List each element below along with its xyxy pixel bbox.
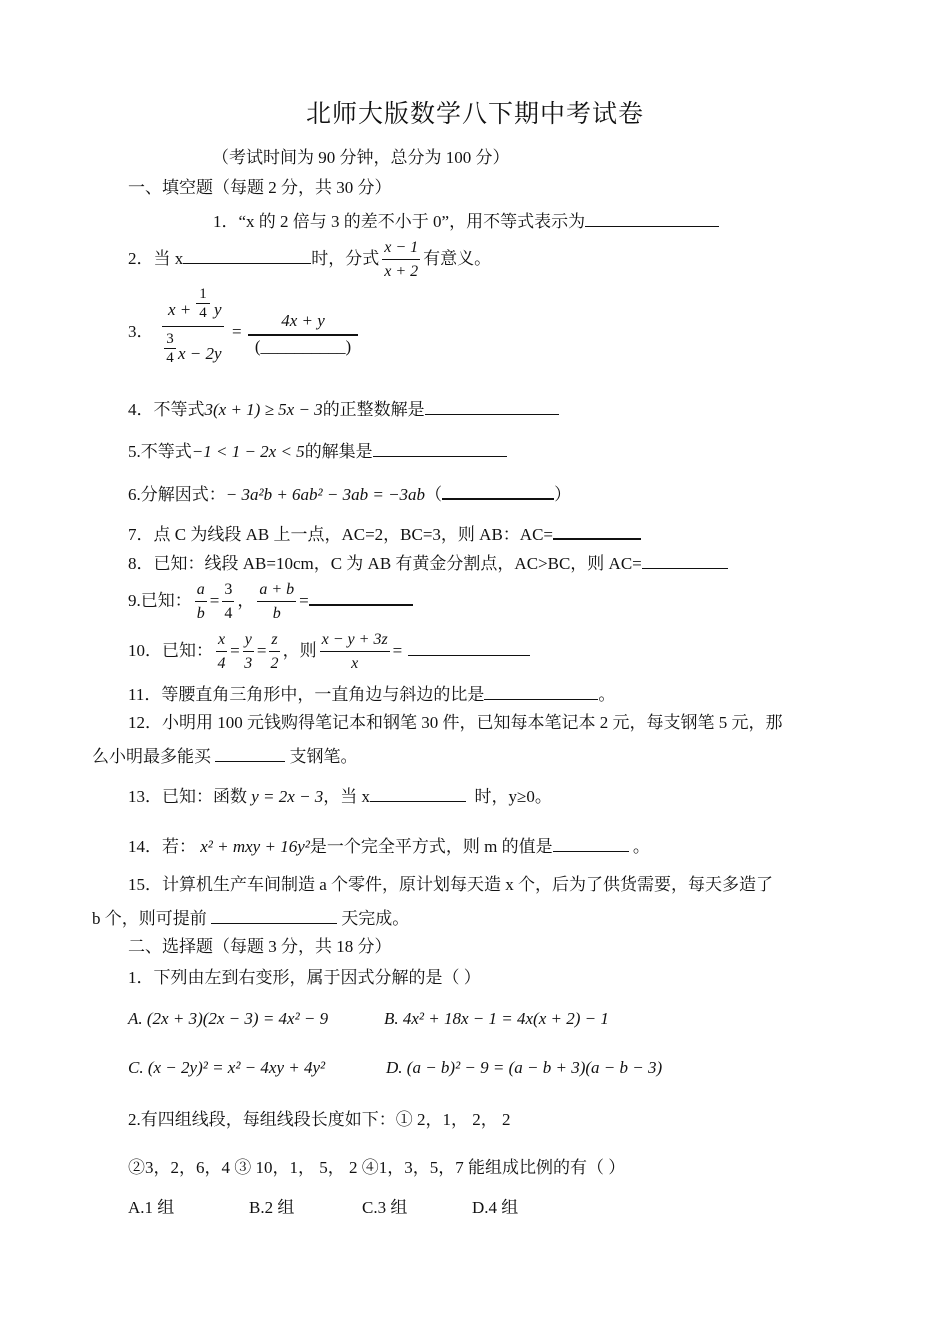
question-1-2 (128, 236, 491, 282)
fraction (382, 239, 420, 281)
math-expression: y = 2x − 3 (251, 787, 324, 806)
answer-blank[interactable] (484, 682, 598, 700)
bracket: ） (554, 485, 572, 504)
fraction-numerator: z (269, 631, 279, 652)
math-expression: x² + mxy + 16y² (200, 837, 310, 856)
answer-blank[interactable] (553, 521, 641, 540)
question-text: ，当 x (323, 787, 371, 806)
question-text: 的解集是 (304, 442, 373, 461)
small-fraction (164, 331, 176, 367)
fraction-denominator[interactable]: (__________) (254, 337, 352, 356)
answer-blank[interactable] (585, 209, 719, 227)
fraction-numerator: 3 (222, 581, 234, 602)
option-b[interactable]: B. 4x² + 18x − 1 = 4x(x + 2) − 1 (384, 1009, 609, 1028)
answer-blank[interactable] (442, 481, 554, 500)
answer-blank[interactable] (642, 551, 728, 569)
fraction (243, 631, 254, 673)
question-text: 8．已知：线段 AB=10cm，C 为 AB 有黄金分割点，AC>BC，则 AC= (128, 554, 642, 573)
equals-sign: = (209, 591, 220, 610)
fraction (195, 581, 207, 623)
answer-blank[interactable] (183, 246, 311, 264)
question-1-13 (128, 784, 552, 807)
section1-heading: 一、填空题（每题 2 分，共 30 分） (128, 178, 392, 197)
comma: ， (237, 591, 255, 610)
fraction-numerator: x (216, 631, 227, 652)
fraction-denominator: b (196, 605, 205, 623)
fraction (257, 581, 296, 623)
question-text: 时，分式 (311, 249, 380, 268)
term: x + (168, 300, 192, 319)
equals-sign: = (392, 641, 403, 660)
question-text: 5.不等式 (128, 442, 192, 461)
fraction-denominator: x + 2 (384, 263, 419, 281)
page-title: 北师大版数学八下期中考试卷 (305, 101, 644, 128)
fraction-denominator: b (272, 605, 281, 623)
fraction-numerator: 3 (164, 331, 176, 349)
question-1-7 (128, 521, 641, 545)
question-1-15-line1: 15．计算机生产车间制造 a 个零件，原计划每天造 x 个，后为了供货需要，每天多造了 (128, 875, 774, 894)
question-1-10: 10．已知： $\frac{x}{4}$ = $\frac{y}{3}$ = $\frac{z}{2}$ ，则 $\frac{x - y + 3z}{x}$ = (128, 628, 530, 674)
fraction (216, 631, 227, 673)
question-1-4 (128, 397, 559, 420)
question-1-6 (128, 481, 571, 505)
question-text: 天完成。 (341, 909, 410, 928)
question-text: b 个，则可提前 (92, 909, 207, 928)
question-text: 1．“x 的 2 倍与 3 的差不小于 0”，用不等式表示为 (213, 212, 586, 231)
math-expression: −1 < 1 − 2x < 5 (191, 442, 305, 461)
question-text: 。 (632, 837, 650, 856)
fraction (269, 631, 279, 673)
math-expression: 3(x + 1) ≥ 5x − 3 (204, 400, 323, 419)
question-text: 13．已知：函数 (128, 787, 247, 806)
fraction-denominator: 3 (244, 655, 253, 673)
equals-sign: = (299, 591, 309, 610)
question-1-9 (128, 578, 413, 624)
question-1-12-line1: 12．小明用 100 元钱购得笔记本和钢笔 30 件，已知每本笔记本 2 元，每支钢笔 5 元，那 (128, 713, 783, 732)
question-text: 么小明最多能买 (92, 747, 211, 766)
answer-blank[interactable] (370, 784, 466, 802)
answer-blank[interactable] (408, 638, 530, 656)
question-1-11 (128, 682, 615, 705)
option-b[interactable]: B.2 组 (249, 1198, 295, 1217)
option-a[interactable]: A.1 组 (128, 1198, 175, 1217)
fraction-numerator: 4x + y (248, 311, 358, 336)
question-text: 14．若： (128, 837, 196, 856)
fraction-denominator: x (351, 655, 359, 673)
answer-blank[interactable] (373, 439, 507, 457)
question-1-15-line2 (92, 906, 409, 929)
answer-blank[interactable] (425, 397, 559, 415)
option-c[interactable]: C. (x − 2y)² = x² − 4xy + 4y² (128, 1058, 326, 1077)
question-text: 11．等腰直角三角形中，一直角边与斜边的比是 (128, 685, 485, 704)
question-text: 10．已知： (128, 641, 213, 660)
fraction-numerator: 1 (196, 286, 210, 304)
answer-blank[interactable] (553, 834, 629, 852)
question-1-8 (128, 551, 728, 574)
question-2-2-line2: ②3，2，6，4 ③ 10，1， 5， 2 ④1，3，5，7 能组成比例的有（ ） (128, 1158, 626, 1177)
question-text: 有意义。 (423, 249, 492, 268)
question-text: 是一个完全平方式，则 m 的值是 (309, 837, 553, 856)
option-d[interactable]: D. (a − b)² − 9 = (a − b + 3)(a − b − 3) (386, 1058, 663, 1077)
question-text: 7．点 C 为线段 AB 上一点，AC=2，BC=3，则 AB：AC= (128, 525, 553, 544)
rhs-fraction (248, 311, 358, 358)
question-text: 9.已知： (128, 591, 192, 610)
option-c[interactable]: C.3 组 (362, 1198, 408, 1217)
math-expression: − 3a²b + 6ab² − 3ab = −3ab (225, 485, 426, 504)
question-1-5 (128, 439, 507, 462)
fraction-numerator: a + b (257, 581, 296, 602)
question-1-12-line2 (92, 744, 358, 767)
option-d[interactable]: D.4 组 (472, 1198, 519, 1217)
small-fraction (196, 286, 210, 322)
equals-sign: = (232, 322, 242, 341)
fraction-numerator: a (195, 581, 207, 602)
fraction-numerator: y (243, 631, 254, 652)
question-text: 2．当 x (128, 249, 184, 268)
fraction-bar (162, 326, 224, 327)
question-1-1 (213, 209, 719, 232)
option-a[interactable]: A. (2x + 3)(2x − 3) = 4x² − 9 (128, 1009, 329, 1028)
question-text: 6.分解因式： (128, 485, 226, 504)
bracket: （ (425, 485, 443, 504)
answer-blank[interactable] (309, 587, 413, 606)
question-text: 时，y≥0。 (474, 787, 552, 806)
term: x − 2y (178, 344, 222, 363)
question-number: 3． (128, 322, 154, 341)
question-2-1: 1．下列由左到右变形，属于因式分解的是（ ） (128, 968, 481, 987)
fraction (222, 581, 234, 623)
question-text: ，则 (282, 641, 317, 660)
fraction-denominator: 4 (224, 605, 233, 623)
term: y (214, 300, 222, 319)
fraction-numerator: x − y + 3z (320, 631, 390, 652)
question-2-2-line1: 2.有四组线段，每组线段长度如下：① 2，1， 2， 2 (128, 1110, 511, 1129)
fraction-denominator: 4 (199, 305, 207, 321)
fraction-denominator: 2 (270, 655, 279, 673)
answer-blank[interactable] (211, 906, 337, 924)
question-text: 4．不等式 (128, 400, 205, 419)
question-1-14 (128, 834, 650, 857)
fraction (320, 631, 390, 673)
fraction-denominator: 4 (166, 350, 174, 366)
question-text: 。 (598, 685, 616, 704)
question-text: 的正整数解是 (322, 400, 425, 419)
question-text: 支钢笔。 (289, 747, 358, 766)
exam-time-note: （考试时间为 90 分钟，总分为 100 分） (212, 148, 510, 167)
fraction-numerator: x − 1 (382, 239, 420, 260)
section2-heading: 二、选择题（每题 3 分，共 18 分） (128, 937, 392, 956)
answer-blank[interactable] (215, 744, 285, 762)
fraction-denominator: 4 (217, 655, 226, 673)
